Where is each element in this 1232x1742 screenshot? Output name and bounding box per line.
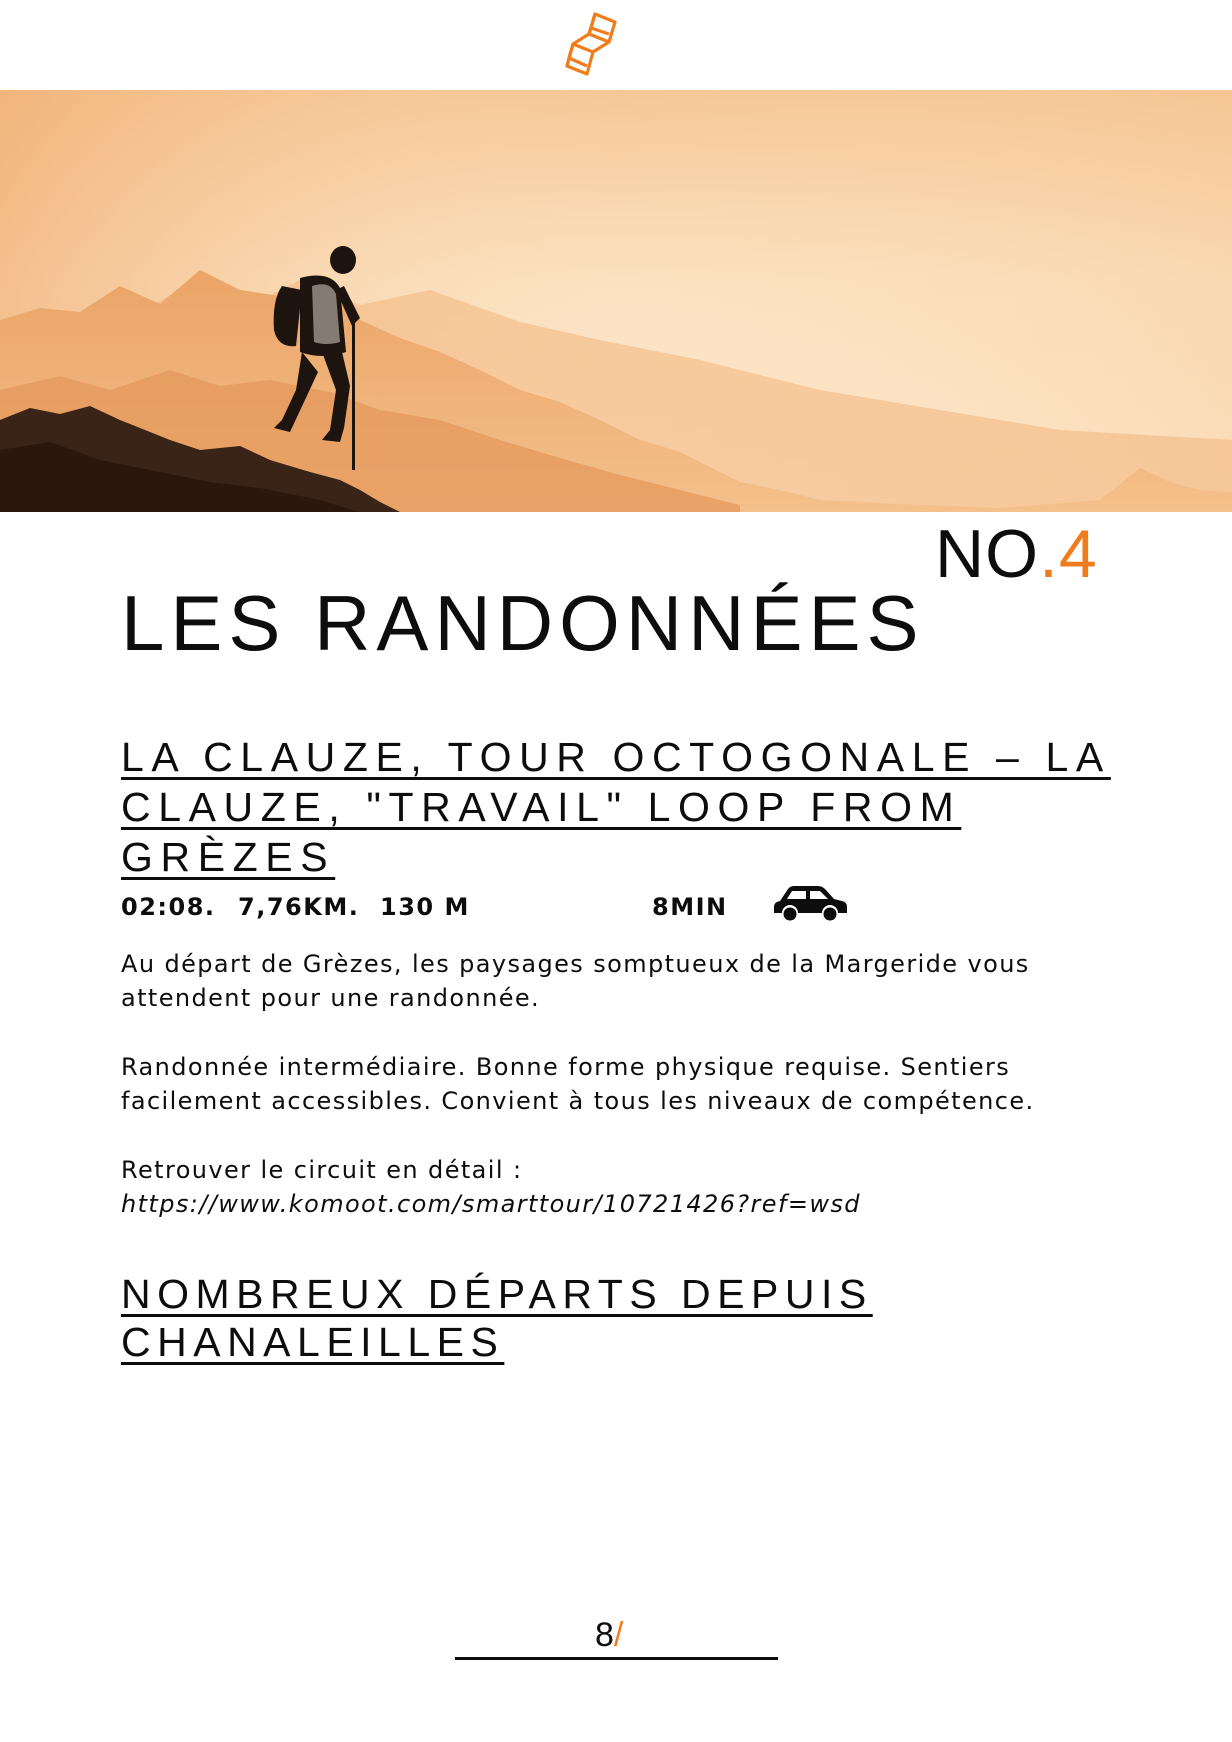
route-description: Au départ de Grèzes, les paysages somptueux de la Margeride vous attendent pour une randonnée. bbox=[121, 950, 1030, 1012]
page-number-slash: / bbox=[613, 1616, 624, 1654]
page-number bbox=[595, 1615, 623, 1655]
section-title bbox=[121, 1270, 1021, 1366]
route-drive-time: 8MIN bbox=[652, 893, 728, 921]
route-difficulty: Randonnée intermédiaire. Bonne forme physique requise. Sentiers facilement accessibles. Convient à tous les niveaux de compétence. bbox=[121, 1053, 1035, 1115]
car-icon bbox=[772, 883, 848, 923]
section-title-text: NOMBREUX DÉPARTS DEPUIS CHANALEILLES bbox=[121, 1271, 873, 1365]
issue-number bbox=[935, 514, 1098, 594]
issue-digit: 4 bbox=[1058, 516, 1098, 592]
route-title bbox=[121, 732, 1121, 882]
route-duration: 02:08. bbox=[121, 893, 216, 921]
route-distance: 7,76KM. bbox=[238, 893, 360, 921]
cubes-logo-icon bbox=[553, 8, 631, 88]
footer-divider bbox=[455, 1657, 778, 1660]
route-link[interactable]: https://www.komoot.com/smarttour/10721426?ref=wsd bbox=[121, 1190, 861, 1218]
hero-hiker-photo bbox=[0, 90, 1232, 512]
issue-dot: . bbox=[1039, 516, 1059, 592]
route-link-block bbox=[121, 1153, 1061, 1221]
page-number-value: 8 bbox=[595, 1616, 614, 1654]
route-stats bbox=[121, 885, 881, 925]
issue-prefix: NO bbox=[935, 516, 1039, 592]
page-title: LES RANDONNÉES bbox=[121, 579, 925, 667]
route-title-text: LA CLAUZE, TOUR OCTOGONALE – LA CLAUZE, "TRAVAIL" LOOP FROM GRÈZES bbox=[121, 734, 1111, 880]
route-link-label: Retrouver le circuit en détail : bbox=[121, 1156, 523, 1184]
route-elevation: 130 M bbox=[380, 893, 470, 921]
